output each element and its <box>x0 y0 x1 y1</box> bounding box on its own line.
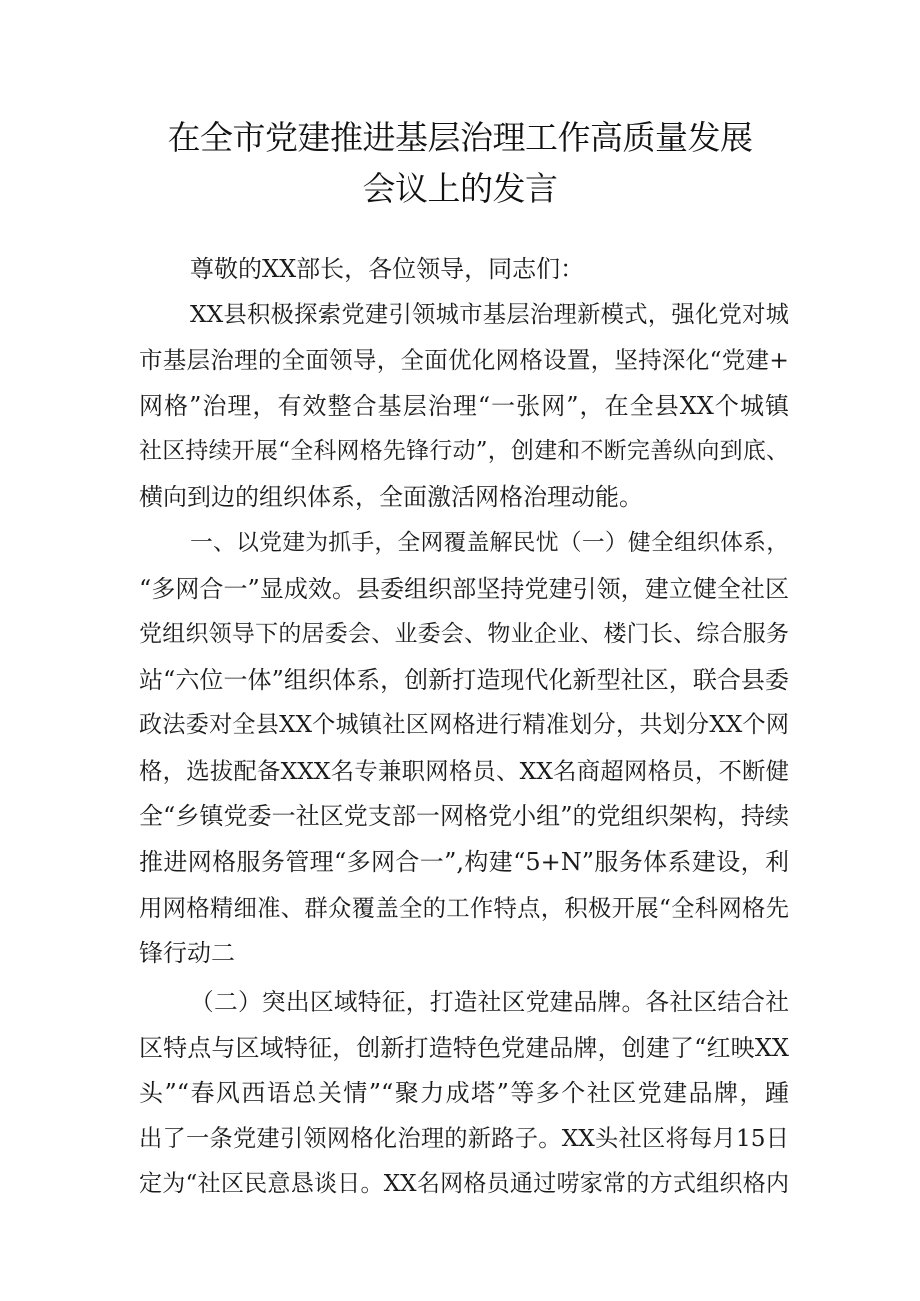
paragraph-line: 网格”治理，有效整合基层治理“一张网”，在全县XX个城镇 <box>139 392 789 420</box>
paragraph-line: 市基层治理的全面领导，全面优化网格设置，坚持深化“党建+ <box>139 346 789 374</box>
paragraph-line: “多网合一”显成效。县委组织部坚持党建引领，建立健全社区 <box>139 575 789 603</box>
document-title-line-1: 在全市党建推进基层治理工作高质量发展 <box>167 118 753 157</box>
paragraph-line: 区特点与区域特征，创新打造特色党建品牌，创建了“红映XX <box>139 1034 789 1062</box>
salutation-line: 尊敬的XX部长，各位领导，同志们： <box>190 255 585 283</box>
paragraph-line: XX县积极探索党建引领城市基层治理新模式，强化党对城 <box>190 301 789 328</box>
paragraph-line: 出了一条党建引领网格化治理的新路子。XX头社区将每月15日 <box>139 1125 789 1152</box>
paragraph-line: 政法委对全县XX个城镇社区网格进行精准划分，共划分XX个网 <box>139 712 789 738</box>
paragraph-line: 用网格精细准、群众覆盖全的工作特点，积极开展“全科网格先 <box>139 894 789 922</box>
paragraph-line: 锋行动二 <box>139 939 235 967</box>
paragraph-line: 一、以党建为抓手，全网覆盖解民忧（一）健全组织体系， <box>190 530 789 556</box>
paragraph-line: 格，选拔配备XXX名专兼职网格员、XX名商超网格员，不断健 <box>139 757 789 785</box>
paragraph-line: 头”“春风西语总关情”“聚力成塔”等多个社区党建品牌，踵 <box>139 1079 789 1107</box>
paragraph-line: 党组织领导下的居委会、业委会、物业企业、楼门长、综合服务 <box>139 621 789 647</box>
paragraph-line: 站“六位一体”组织体系，创新打造现代化新型社区，联合县委 <box>139 666 789 694</box>
paragraph-line: 社区持续开展“全科网格先锋行动”，创建和不断完善纵向到底、 <box>139 438 789 464</box>
paragraph-line: 定为“社区民意恳谈日。XX名网格员通过唠家常的方式组织格内 <box>139 1171 789 1197</box>
paragraph-line: 推进网格服务管理“多网合一”,构建“5+N”服务体系建设，利 <box>139 848 789 876</box>
paragraph-line: （二）突出区域特征，打造社区党建品牌。各社区结合社 <box>190 988 789 1016</box>
paragraph-line: 横向到边的组织体系，全面激活网格治理动能。 <box>139 483 643 511</box>
document-title-line-2: 会议上的发言 <box>362 169 558 208</box>
paragraph-line: 全“乡镇党委一社区党支部一网格党小组”的党组织架构，持续 <box>139 802 789 830</box>
